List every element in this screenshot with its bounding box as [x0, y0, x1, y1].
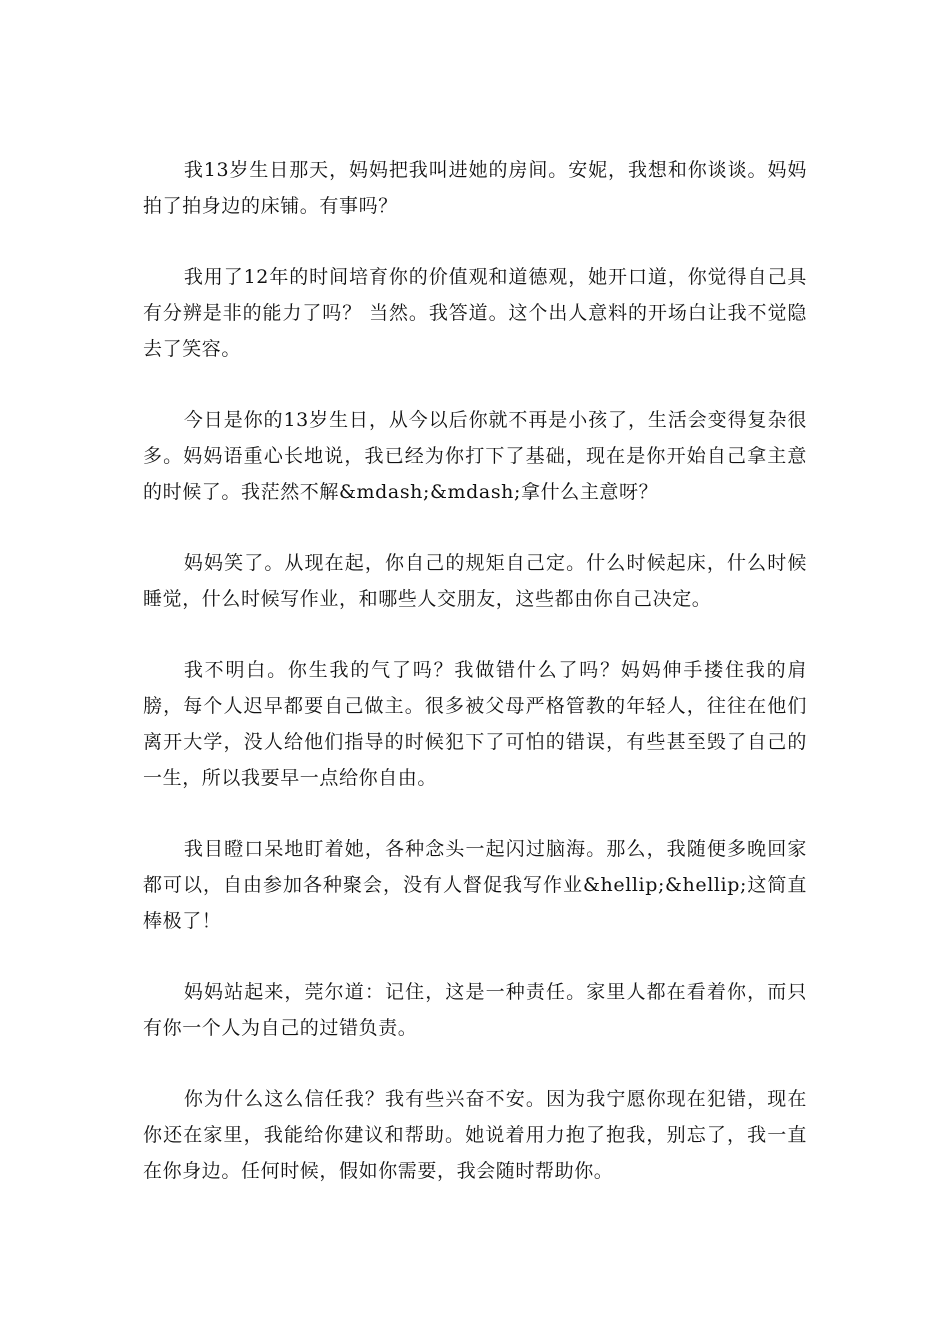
paragraph: 我目瞪口呆地盯着她，各种念头一起闪过脑海。那么，我随便多晚回家都可以，自由参加各种聚会，没有人督促我写作业&hellip;&hellip;这简直棒极了！: [143, 838, 807, 932]
paragraph: 妈妈笑了。从现在起，你自己的规矩自己定。什么时候起床，什么时候睡觉，什么时候写作业，和哪些人交朋友，这些都由你自己决定。: [143, 552, 807, 610]
paragraph: 我13岁生日那天，妈妈把我叫进她的房间。安妮，我想和你谈谈。妈妈拍了拍身边的床铺。有事吗？: [143, 159, 807, 217]
paragraph: 我用了12年的时间培育你的价值观和道德观，她开口道，你觉得自己具有分辨是非的能力了吗？ 当然。我答道。这个出人意料的开场白让我不觉隐去了笑容。: [143, 266, 807, 360]
paragraph: 妈妈站起来，莞尔道：记住，这是一种责任。家里人都在看着你，而只有你一个人为自己的过错负责。: [143, 981, 807, 1039]
paragraph: 今日是你的13岁生日，从今以后你就不再是小孩了，生活会变得复杂很多。妈妈语重心长地说，我已经为你打下了基础，现在是你开始自己拿主意的时候了。我茫然不解&mdash;&mdash;拿什么主意呀？: [143, 409, 807, 503]
paragraph: 你为什么这么信任我？我有些兴奋不安。因为我宁愿你现在犯错，现在你还在家里，我能给你建议和帮助。她说着用力抱了抱我，别忘了，我一直在你身边。任何时候，假如你需要，我会随时帮助你。: [143, 1088, 807, 1182]
article-body: [143, 152, 807, 1224]
paragraph: 我不明白。你生我的气了吗？我做错什么了吗？妈妈伸手搂住我的肩膀，每个人迟早都要自己做主。很多被父母严格管教的年轻人，往往在他们离开大学，没人给他们指导的时候犯下了可怕的错误，有些甚至毁了自己的一生，所以我要早一点给你自由。: [143, 659, 807, 789]
